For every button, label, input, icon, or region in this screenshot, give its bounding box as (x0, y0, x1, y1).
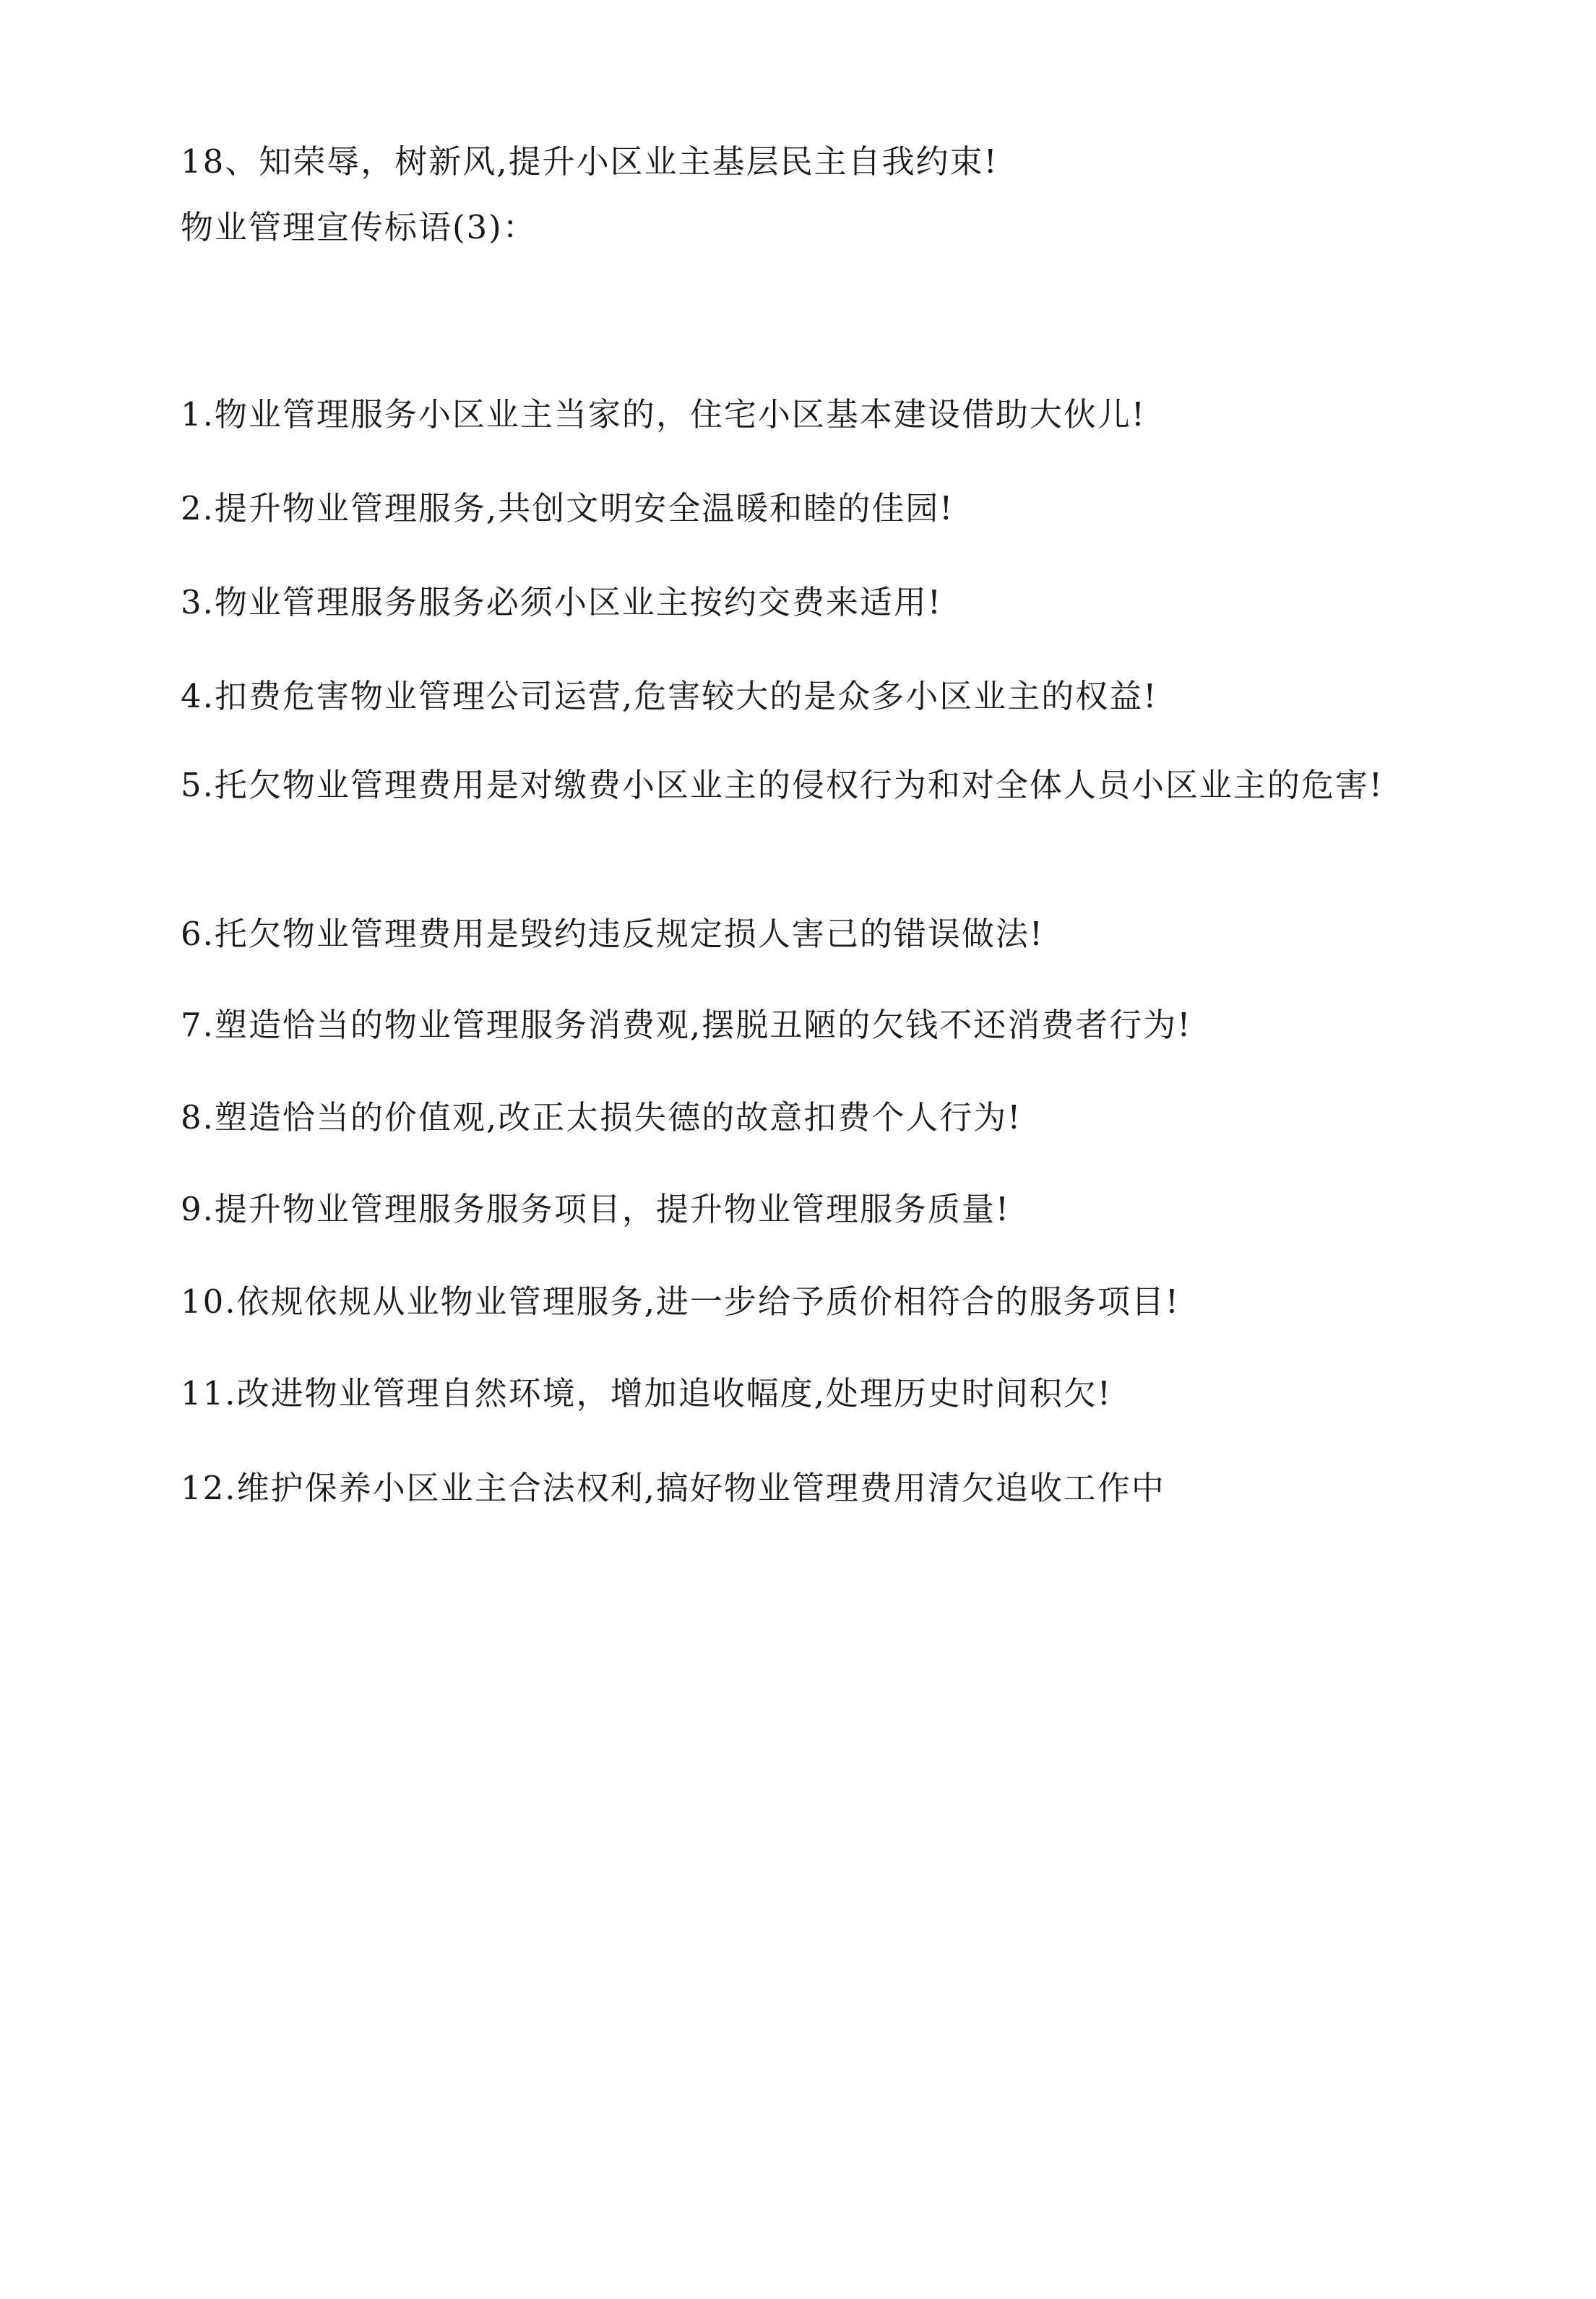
list-item: 2.提升物业管理服务,共创文明安全温暖和睦的佳园! (181, 489, 954, 527)
list-item: 7.塑造恰当的物业管理服务消费观,摆脱丑陋的欠钱不还消费者行为! (181, 1006, 1192, 1044)
list-item: 10.依规依规从业物业管理服务,进一步给予质价相符合的服务项目! (181, 1282, 1180, 1321)
list-item: 3.物业管理服务服务必须小区业主按约交费来适用! (181, 583, 943, 621)
list-item: 12.维护保养小区业主合法权利,搞好物业管理费用清欠追收工作中 (181, 1469, 1165, 1507)
list-item: 4.扣费危害物业管理公司运营,危害较大的是众多小区业主的权益! (181, 677, 1158, 715)
section-heading: 物业管理宣传标语(3)： (181, 208, 537, 246)
list-item: 11.改进物业管理自然环境，增加追收幅度,处理历史时间积欠! (181, 1374, 1112, 1412)
intro-line: 18、知荣辱，树新风,提升小区业主基层民主自我约束! (181, 142, 998, 181)
list-item: 9.提升物业管理服务服务项目，提升物业管理服务质量! (181, 1190, 1011, 1228)
list-item: 1.物业管理服务小区业主当家的，住宅小区基本建设借助大伙儿! (181, 395, 1147, 434)
list-item: 8.塑造恰当的价值观,改正太损失德的故意扣费个人行为! (181, 1098, 1022, 1136)
list-item: 5.托欠物业管理费用是对缴费小区业主的侵权行为和对全体人员小区业主的危害! (181, 766, 1384, 804)
list-item: 6.托欠物业管理费用是毁约违反规定损人害己的错误做法! (181, 915, 1045, 953)
